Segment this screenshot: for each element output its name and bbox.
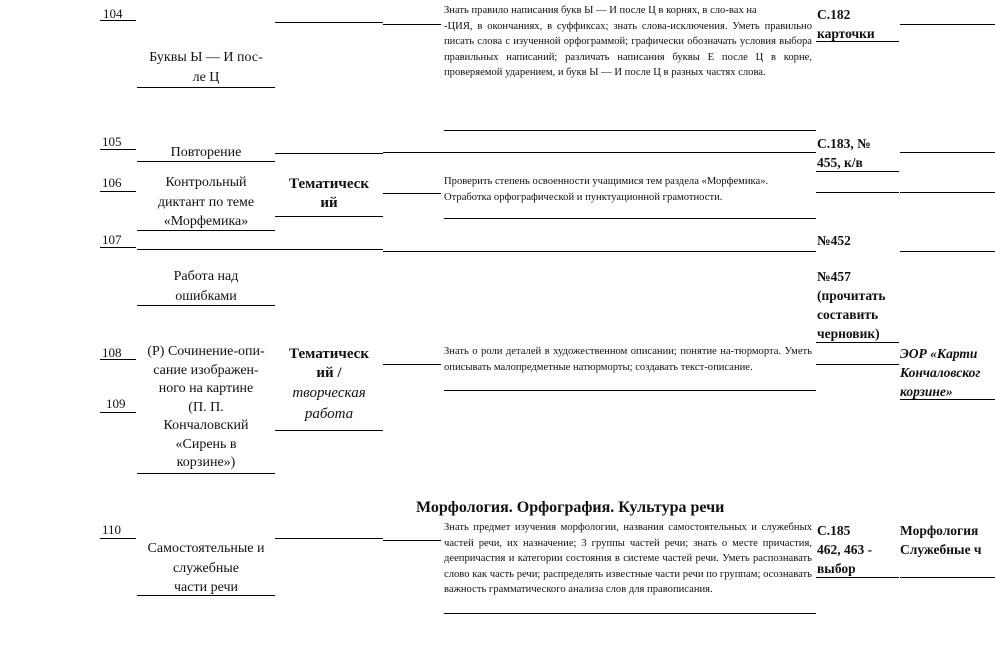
lesson-requirements <box>444 3 812 81</box>
requirement-text: Отработка орфографической и пунктуационной грамотности. <box>444 191 723 203</box>
lesson-requirements <box>444 344 812 375</box>
homework <box>817 521 872 578</box>
topic-line: Повторение <box>170 145 242 160</box>
lesson-requirements <box>444 174 812 205</box>
lesson-topic <box>137 267 275 306</box>
topic-line: ошибками <box>175 288 237 304</box>
lesson-topic <box>137 48 275 87</box>
topic-line: корзине») <box>176 455 236 470</box>
digital-resources <box>900 521 995 559</box>
lesson-number: 110 <box>102 522 122 537</box>
topic-line: Работа над <box>173 269 239 284</box>
topic-line: (Р) Сочинение-опи- <box>147 344 265 359</box>
homework <box>817 231 851 250</box>
topic-line: «Морфемика» <box>163 214 249 229</box>
topic-line: (П. П. <box>188 399 224 415</box>
type-line: Тематическ <box>289 176 369 192</box>
lesson-requirements <box>444 520 812 598</box>
homework-line: (прочитать <box>817 288 886 303</box>
lesson-number: 108 <box>102 345 122 360</box>
resource-line: Морфология <box>900 523 979 538</box>
type-line: ий <box>320 195 338 211</box>
type-line-italic: творческая <box>292 385 366 401</box>
lesson-number: 106 <box>102 175 122 190</box>
requirement-text: Знать предмет изучения морфологии, названия самостоятельных и служебных частей речи, их назначение; 3 группы частей речи; знать о месте причастия, деепричастия и категории состояния в системе частей речи. Уметь распознавать слово как часть речи; распределять известные части речи по группам; осознавать важность грамматического анализа слов для правописания. <box>444 522 812 596</box>
topic-line: ле Ц <box>192 69 220 85</box>
lesson-topic <box>137 343 275 473</box>
requirement-text: Знать правило написания букв Ы — И после Ц в корнях, в сло-вах на <box>444 5 757 16</box>
requirement-text: Знать о роли деталей в художественном описании; понятие на-тюрморта. Уметь описывать малопредметные натюрморты; создавать текст-описание. <box>444 346 812 373</box>
lesson-topic <box>137 143 275 163</box>
digital-resources <box>900 344 995 401</box>
requirement-text: Проверить степень освоенности учащимися тем раздела «Морфемика». <box>444 176 769 187</box>
lesson-topic <box>137 173 275 232</box>
homework-line: выбор <box>817 561 856 576</box>
resource-line: Кончаловског <box>900 365 981 380</box>
homework-line: карточки <box>817 26 875 41</box>
lesson-type <box>275 175 383 213</box>
topic-line: Самостоятельные и <box>147 541 265 556</box>
homework <box>817 134 871 172</box>
topic-line: сание изображен- <box>153 362 259 378</box>
homework-line: С.182 <box>817 7 851 22</box>
homework-line: составить <box>817 307 879 322</box>
topic-line: «Сирень в <box>175 436 237 452</box>
type-line: Тематическ <box>289 346 369 362</box>
type-line: ий / <box>316 365 342 381</box>
homework-line: 462, 463 - <box>817 542 873 557</box>
homework-line: 455, к/в <box>817 155 863 170</box>
topic-line: Контрольный <box>165 175 247 190</box>
topic-line: Буквы Ы — И пос- <box>149 50 263 65</box>
topic-line: диктант по теме <box>157 194 255 210</box>
lesson-topic <box>137 539 275 598</box>
type-line-italic: работа <box>304 406 354 422</box>
lesson-type <box>275 345 383 425</box>
topic-line: части речи <box>174 580 238 595</box>
lesson-number: 104 <box>103 6 123 21</box>
topic-line: ного на картине <box>158 381 254 396</box>
homework-line: С.185 <box>817 523 851 538</box>
lesson-number: 105 <box>102 134 122 149</box>
homework-line: С.183, № <box>817 136 871 151</box>
homework-line: №457 <box>817 269 851 284</box>
lesson-number: 109 <box>106 396 126 411</box>
homework <box>817 5 875 43</box>
requirement-text: -ЦИЯ, в окончаниях, в суффиксах; знать слова-исключения. Уметь правильно писать слова с изученной орфограммой; графически обозначать условия выбора правильных написаний; различать написания буквы Е после Ц в корне, проверяемой ударением, и букв Ы — И после Ц в разных частях слова. <box>444 20 812 79</box>
section-title: Морфология. Орфография. Культура речи <box>416 499 725 516</box>
resource-line: Служебные ч <box>900 542 982 557</box>
resource-line: ЭОР «Карти <box>900 346 978 361</box>
homework <box>817 267 886 343</box>
homework-line: №452 <box>817 233 851 248</box>
homework-line: черновик) <box>817 326 880 341</box>
lesson-number: 107 <box>102 232 122 247</box>
resource-line: корзине» <box>900 384 953 399</box>
topic-line: Кончаловский <box>163 418 249 433</box>
topic-line: служебные <box>173 560 239 576</box>
